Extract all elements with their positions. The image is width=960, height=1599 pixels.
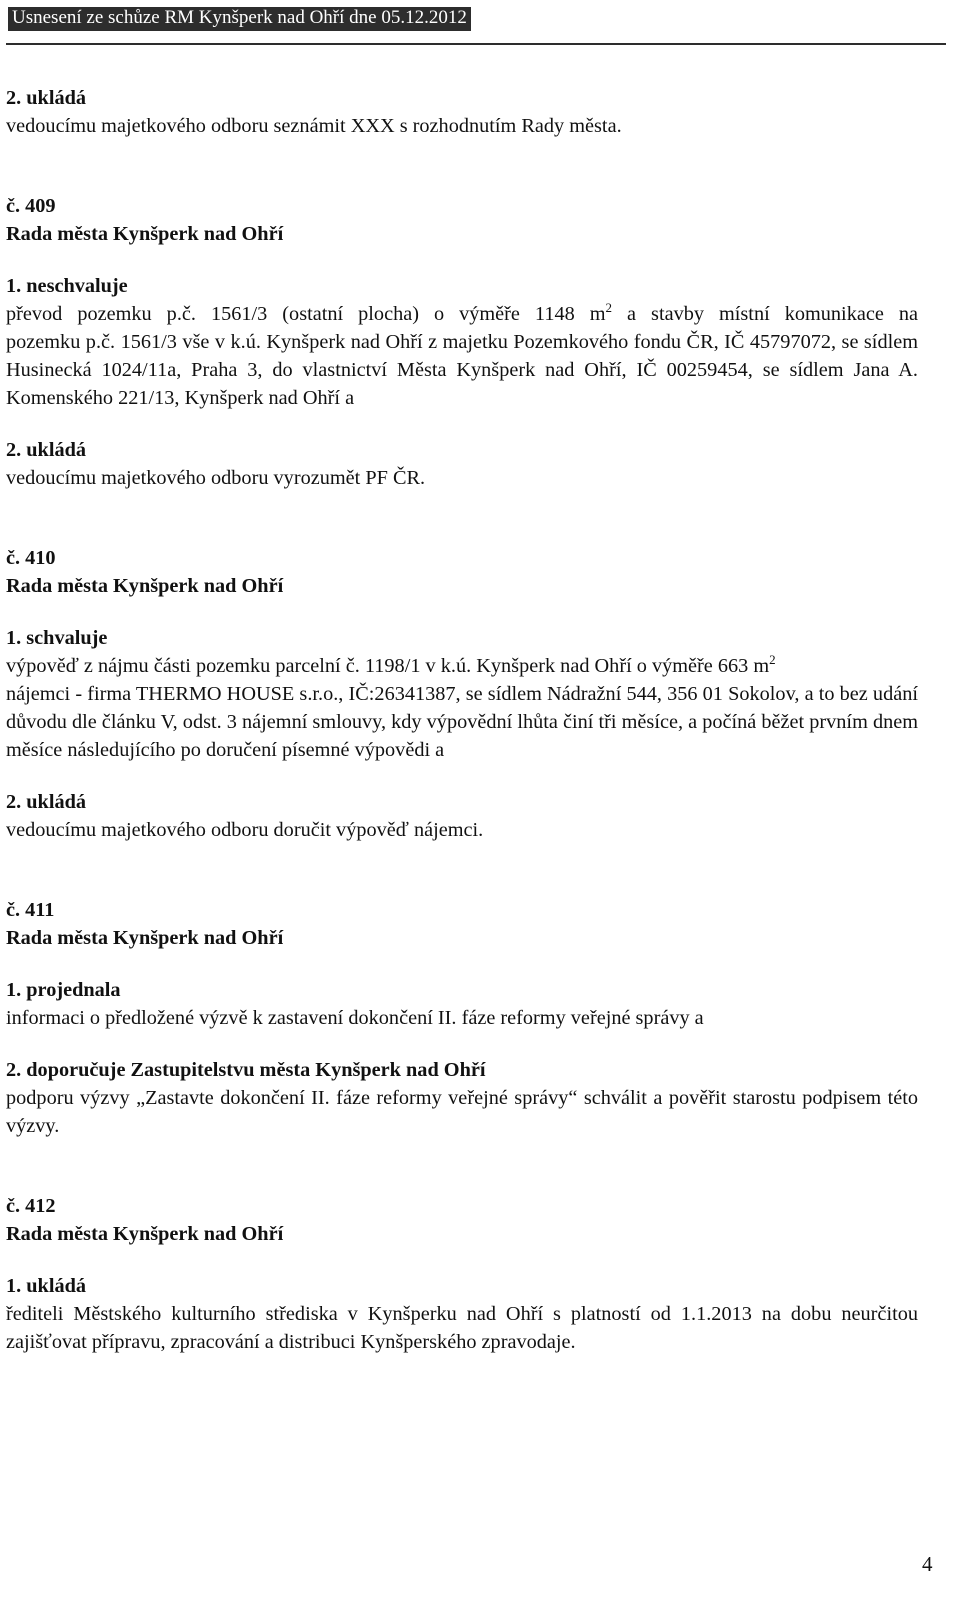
page-number: 4 [922,1552,933,1576]
item-text: řediteli Městského kulturního střediska v Kynšperku nad Ohří s platností od 1.1.2013 na dobu neurčitou zajišťovat přípravu, zpracování a distribuci Kynšperského zpravodaje. [6,1303,918,1353]
item-label: 1. neschvaluje [6,275,128,297]
item-text: informaci o předložené výzvě k zastavení dokončení II. fáze reformy veřejné správy a [6,1007,704,1029]
item-label: 2. doporučuje Zastupitelstvu města Kynšperk nad Ohří [6,1059,486,1081]
spacer [6,764,918,788]
resolution-body: Rada města Kynšperk nad Ohří [6,1223,284,1245]
item-label: 2. ukládá [6,439,87,461]
resolution-number: č. 411 [6,899,55,921]
spacer [6,412,918,436]
resolution-410 [6,544,918,844]
item-label: 1. ukládá [6,1275,87,1297]
previous-resolution-tail [6,84,918,140]
item-text: pozemku p.č. 1561/3 vše v k.ú. Kynšperk nad Ohří z majetku Pozemkového fondu ČR, IČ 45797072, se sídlem Husinecká 1024/11a, Praha 3, do vlastnictví Města Kynšperk nad Ohří, IČ 00259454, se sídlem Jana A. Komenského 221/13, Kynšperk nad Ohří a [6,331,918,409]
item-label: 2. ukládá [6,87,87,109]
spacer [6,600,918,624]
document-body [6,84,918,1356]
header-rule [6,43,946,45]
resolution-number: č. 410 [6,547,56,569]
text-run: převod pozemku p.č. 1561/3 (ostatní plocha) o výměře 1148 m [6,303,606,325]
item-label: 1. projednala [6,979,121,1001]
spacer [6,492,918,544]
item-text: vedoucímu majetkového odboru seznámit XXX s rozhodnutím Rady města. [6,115,622,137]
spacer [6,1140,918,1192]
resolution-body: Rada města Kynšperk nad Ohří [6,223,284,245]
superscript: 2 [769,652,776,668]
spacer [6,952,918,976]
spacer [6,1032,918,1056]
item-text: vedoucímu majetkového odboru vyrozumět PF ČR. [6,467,426,489]
item-text: podporu výzvy „Zastavte dokončení II. fáze reformy veřejné správy“ schválit a pověřit starostu podpisem této výzvy. [6,1087,918,1137]
item-text-line [6,652,918,680]
spacer [6,248,918,272]
item-text: vedoucímu majetkového odboru doručit výpověď nájemci. [6,819,484,841]
resolution-409 [6,192,918,492]
text-run: výpověď z nájmu části pozemku parcelní č. 1198/1 v k.ú. Kynšperk nad Ohří o výměře 663 m [6,655,770,677]
resolution-412 [6,1192,918,1356]
item-text: nájemci - firma THERMO HOUSE s.r.o., IČ:26341387, se sídlem Nádražní 544, 356 01 Sokolov, a to bez udání důvodu dle článku V, odst. 3 nájemní smlouvy, kdy výpovědní lhůta činí tři měsíce, a počíná běžet prvním dnem měsíce následujícího po doručení písemné výpovědi a [6,683,918,761]
item-text-line [6,300,918,328]
resolution-number: č. 409 [6,195,56,217]
spacer [6,140,918,192]
item-label: 2. ukládá [6,791,87,813]
spacer [6,1248,918,1272]
resolution-body: Rada města Kynšperk nad Ohří [6,575,284,597]
text-run: a stavby místní komunikace na [612,303,918,325]
item-label: 1. schvaluje [6,627,108,649]
resolution-number: č. 412 [6,1195,56,1217]
page-header [6,3,954,43]
spacer [6,844,918,896]
header-title: Usnesení ze schůze RM Kynšperk nad Ohří dne 05.12.2012 [8,7,471,31]
superscript: 2 [605,300,613,316]
resolution-body: Rada města Kynšperk nad Ohří [6,927,284,949]
resolution-411 [6,896,918,1140]
